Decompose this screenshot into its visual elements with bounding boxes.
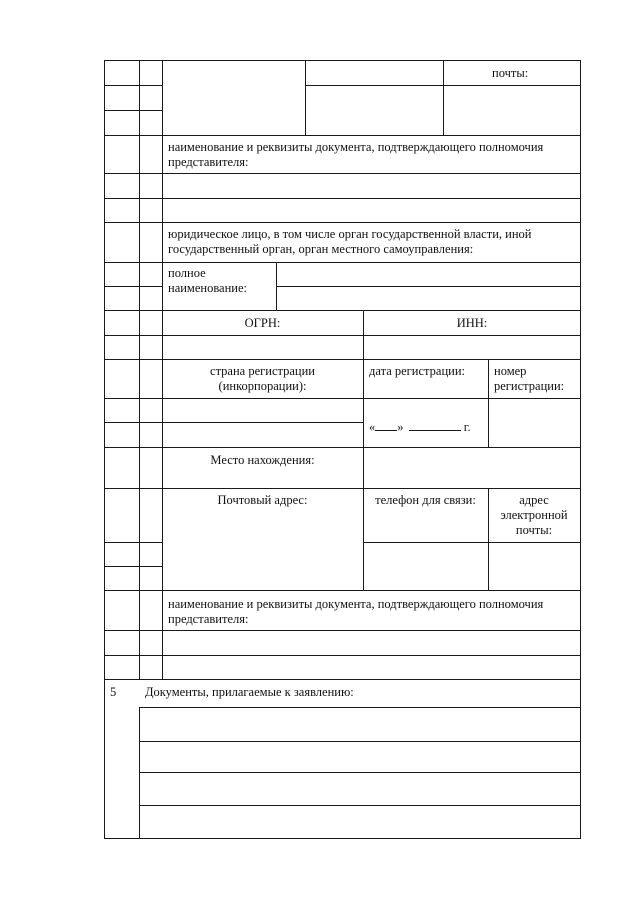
top-block-divider-2 bbox=[443, 60, 444, 135]
table-border-right bbox=[580, 60, 581, 838]
reg-date-label: дата регистрации: bbox=[369, 364, 465, 378]
year-suffix: г. bbox=[463, 420, 471, 434]
legal-entity-label-line2: государственный орган, орган местного самоуправления: bbox=[168, 242, 474, 256]
row-line bbox=[104, 135, 581, 136]
rep-doc-label-line2: представителя: bbox=[168, 155, 249, 169]
row-line bbox=[104, 359, 581, 360]
phone-label: телефон для связи: bbox=[375, 493, 476, 507]
reg-number-label-line2: регистрации: bbox=[494, 379, 565, 393]
country-label-line1: страна регистрации bbox=[210, 364, 315, 378]
country-label-line2: (инкорпорации): bbox=[218, 379, 307, 393]
full-name-label-line1: полное bbox=[168, 266, 206, 280]
mid-col-divider bbox=[363, 310, 364, 590]
row-line bbox=[104, 566, 162, 567]
row-line bbox=[104, 447, 581, 448]
postal-address-label: Почтовый адрес: bbox=[217, 493, 308, 507]
legal-entity-label-line1: юридическое лицо, в том числе орган государственной власти, иной bbox=[168, 227, 532, 241]
row-line bbox=[104, 85, 162, 86]
row-line bbox=[104, 310, 581, 311]
row-line bbox=[104, 335, 581, 336]
table-border-bottom bbox=[104, 838, 581, 839]
date-open-quote: « bbox=[369, 420, 376, 434]
row-line bbox=[104, 488, 581, 489]
row-line bbox=[104, 679, 581, 680]
reg-number-label-line1: номер bbox=[494, 364, 527, 378]
table-border-top bbox=[104, 60, 581, 61]
row-line bbox=[305, 85, 443, 86]
section-number: 5 bbox=[110, 685, 117, 699]
rep-doc-label-line1: наименование и реквизиты документа, подтверждающего полномочия bbox=[168, 140, 544, 154]
row-line bbox=[104, 286, 162, 287]
col-divider-1 bbox=[139, 60, 140, 679]
mailbox-label: почты: bbox=[492, 66, 529, 80]
row-line bbox=[104, 590, 581, 591]
section-title: Документы, прилагаемые к заявлению: bbox=[145, 685, 354, 699]
row-line bbox=[276, 286, 581, 287]
rep-doc-label-2-line2: представителя: bbox=[168, 612, 249, 626]
date-close-quote: » bbox=[397, 420, 404, 434]
row-line bbox=[104, 222, 581, 223]
row-line bbox=[363, 542, 581, 543]
location-label: Место нахождения: bbox=[210, 453, 315, 467]
ogrn-label: ОГРН: bbox=[244, 316, 281, 330]
row-line bbox=[104, 542, 162, 543]
inn-label: ИНН: bbox=[456, 316, 488, 330]
email-label-line3: почты: bbox=[515, 523, 553, 537]
row-line bbox=[104, 110, 162, 111]
month-blank bbox=[409, 419, 461, 431]
email-label-line1: адрес bbox=[519, 493, 549, 507]
day-blank bbox=[375, 419, 397, 431]
row-line bbox=[104, 198, 581, 199]
regnum-divider bbox=[488, 359, 489, 447]
email-label-line2: электронной bbox=[500, 508, 568, 522]
row-line bbox=[139, 741, 581, 742]
row-line bbox=[104, 173, 581, 174]
row-line bbox=[104, 655, 581, 656]
row-line bbox=[104, 422, 363, 423]
full-name-label-line2: наименование: bbox=[168, 281, 248, 295]
table-border-left bbox=[104, 60, 105, 838]
row-line bbox=[139, 805, 581, 806]
row-line bbox=[104, 398, 581, 399]
row-line bbox=[139, 707, 581, 708]
rep-doc-label-2-line1: наименование и реквизиты документа, подтверждающего полномочия bbox=[168, 597, 544, 611]
row-line bbox=[139, 772, 581, 773]
date-template bbox=[369, 419, 471, 435]
top-block-divider-1 bbox=[305, 60, 306, 135]
row-line bbox=[443, 85, 581, 86]
row-line bbox=[104, 262, 581, 263]
row-line bbox=[104, 630, 581, 631]
